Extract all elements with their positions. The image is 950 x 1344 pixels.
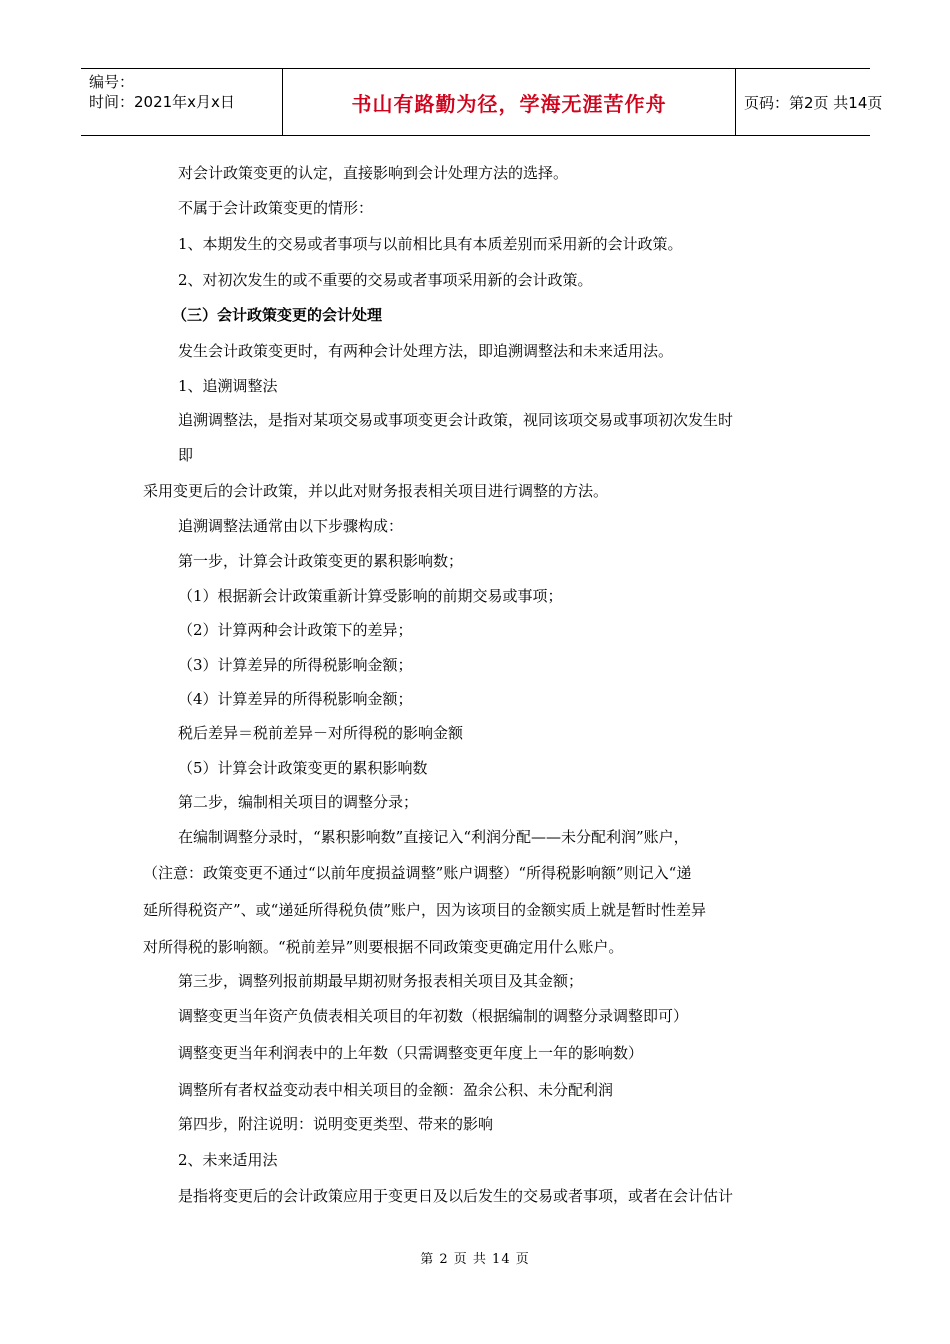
header-motto-cell — [283, 69, 736, 135]
page-footer — [0, 1248, 950, 1267]
paragraph-line: 不属于会计政策变更的情形： — [178, 199, 374, 217]
paragraph-line: 对会计政策变更的认定，直接影响到会计处理方法的选择。 — [178, 164, 569, 182]
paragraph-line: （3）计算差异的所得税影响金额； — [178, 656, 413, 674]
paragraph-line: （2）计算两种会计政策下的差异； — [178, 621, 413, 639]
paragraph-line: 第三步，调整列报前期最早期初财务报表相关项目及其金额； — [178, 972, 584, 990]
paragraph-line: （4）计算差异的所得税影响金额； — [178, 690, 413, 708]
paragraph-line: （1）根据新会计政策重新计算受影响的前期交易或事项； — [178, 587, 563, 605]
paragraph-line: 发生会计政策变更时，有两种会计处理方法，即追溯调整法和未来适用法。 — [178, 342, 674, 360]
paragraph-line: 2、未来适用法 — [178, 1151, 278, 1169]
paragraph-line: 1、追溯调整法 — [178, 377, 278, 395]
page-header — [81, 68, 883, 136]
paragraph-line: 第一步，计算会计政策变更的累积影响数； — [178, 552, 464, 570]
paragraph-line: 2、对初次发生的或不重要的交易或者事项采用新的会计政策。 — [178, 271, 593, 289]
header-page-cell — [736, 69, 883, 135]
number-label: 编号： — [89, 73, 135, 91]
paragraph-line: 税后差异＝税前差异－对所得税的影响金额 — [178, 724, 464, 742]
paragraph-line: （注意：政策变更不通过“以前年度损益调整”账户调整）“所得税影响额”则记入“递 — [143, 864, 692, 882]
paragraph-line: 延所得税资产”、或“递延所得税负债”账户，因为该项目的金额实质上就是暂时性差异 — [143, 901, 707, 919]
page-info: 页码：第2页 共14页 — [744, 93, 883, 112]
paragraph-line: 调整变更当年资产负债表相关项目的年初数（根据编制的调整分录调整即可） — [178, 1007, 689, 1025]
motto-text: 书山有路勤为径，学海无涯苦作舟 — [351, 91, 667, 116]
time-label: 时间：2021年x月x日 — [89, 93, 235, 111]
paragraph-line: 即 — [178, 446, 194, 464]
paragraph-line: 第四步，附注说明：说明变更类型、带来的影响 — [178, 1115, 494, 1133]
paragraph-line: 第二步，编制相关项目的调整分录； — [178, 793, 419, 811]
paragraph-line: （5）计算会计政策变更的累积影响数 — [178, 759, 428, 777]
header-meta-cell — [81, 69, 283, 135]
paragraph-line: 追溯调整法，是指对某项交易或事项变更会计政策，视同该项交易或事项初次发生时 — [178, 411, 734, 429]
paragraph-line: 调整所有者权益变动表中相关项目的金额：盈余公积、未分配利润 — [178, 1081, 614, 1099]
paragraph-line: 采用变更后的会计政策，并以此对财务报表相关项目进行调整的方法。 — [143, 482, 609, 500]
paragraph-line: 1、本期发生的交易或者事项与以前相比具有本质差别而采用新的会计政策。 — [178, 235, 683, 253]
paragraph-line: 追溯调整法通常由以下步骤构成： — [178, 517, 404, 535]
paragraph-line: 在编制调整分录时，“累积影响数”直接记入“利润分配——未分配利润”账户， — [178, 828, 689, 846]
footer-page-number: 第 2 页 共 14 页 — [420, 1252, 530, 1267]
paragraph-line: 是指将变更后的会计政策应用于变更日及以后发生的交易或者事项，或者在会计估计 — [178, 1187, 734, 1205]
paragraph-line: 调整变更当年利润表中的上年数（只需调整变更年度上一年的影响数） — [178, 1044, 644, 1062]
section-heading: （三）会计政策变更的会计处理 — [172, 306, 383, 324]
paragraph-line: 对所得税的影响额。“税前差异”则要根据不同政策变更确定用什么账户。 — [143, 938, 624, 956]
